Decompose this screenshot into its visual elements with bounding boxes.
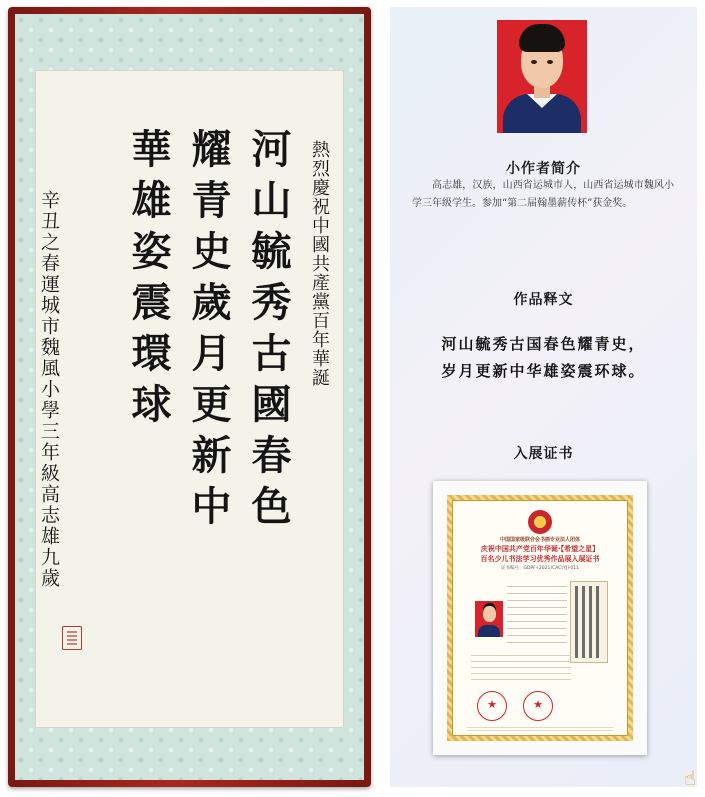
stamp-icon <box>523 691 553 721</box>
seal-icon <box>62 626 82 650</box>
certificate-photo <box>475 601 503 637</box>
certificate-title-1: 庆祝中国共产党百年华诞·【希望之星】 <box>480 545 600 553</box>
certificate-title-2: 百名少儿书法学习优秀作品展入展证书 <box>480 555 600 563</box>
stamp-icon <box>477 691 507 721</box>
calligraphy-paper <box>35 70 344 728</box>
calligraphy-scroll <box>8 7 371 787</box>
info-panel <box>390 7 697 787</box>
hand-icon: ☝ <box>684 766 697 790</box>
translation-line-1: 河山毓秀古国春色耀青史， <box>441 335 646 353</box>
scroll-mount <box>15 14 364 780</box>
author-bio: 高志雄，汉族，山西省运城市人，山西省运城市魏风小学三年级学生。参加“第二届翰墨薪传杯”获金奖。 <box>412 180 674 209</box>
author-intro-heading: 小作者简介 <box>506 161 581 177</box>
dedication-inscription: 熱烈慶祝中國共產黨百年華誕 <box>309 140 330 387</box>
certificate-frame <box>447 495 633 741</box>
translation-line-2: 岁月更新中华雄姿震环球。 <box>441 362 646 380</box>
photo-hair <box>519 24 565 52</box>
calligraphy-column-3: 華雄姿震環球 <box>125 128 172 434</box>
certificate-org: 中国国家级联合会书画专业法人团体 <box>499 537 580 543</box>
photo-eye-right <box>547 60 553 64</box>
calligraphy-column-1: 河山毓秀古國春色 <box>245 128 292 536</box>
certificate-body-text <box>471 651 571 685</box>
certificate-image <box>433 481 647 755</box>
photo-eye-left <box>531 60 537 64</box>
author-photo <box>497 20 587 133</box>
certificate-heading: 入展证书 <box>513 446 574 462</box>
certificate-footer <box>467 727 613 733</box>
certificate-artwork-thumbnail <box>570 581 608 663</box>
certificate-body <box>452 500 628 736</box>
translation-heading: 作品释文 <box>513 292 574 308</box>
certificate-number: 证书编号：GDPF·(2021)CAC(YJ)·011 <box>500 566 580 571</box>
emblem-icon <box>528 510 552 534</box>
signature-inscription: 辛丑之春運城市魏風小學三年級高志雄九歲 <box>38 190 60 589</box>
certificate-text-block <box>507 581 567 649</box>
calligraphy-column-2: 耀青史歲月更新中 <box>185 128 232 536</box>
